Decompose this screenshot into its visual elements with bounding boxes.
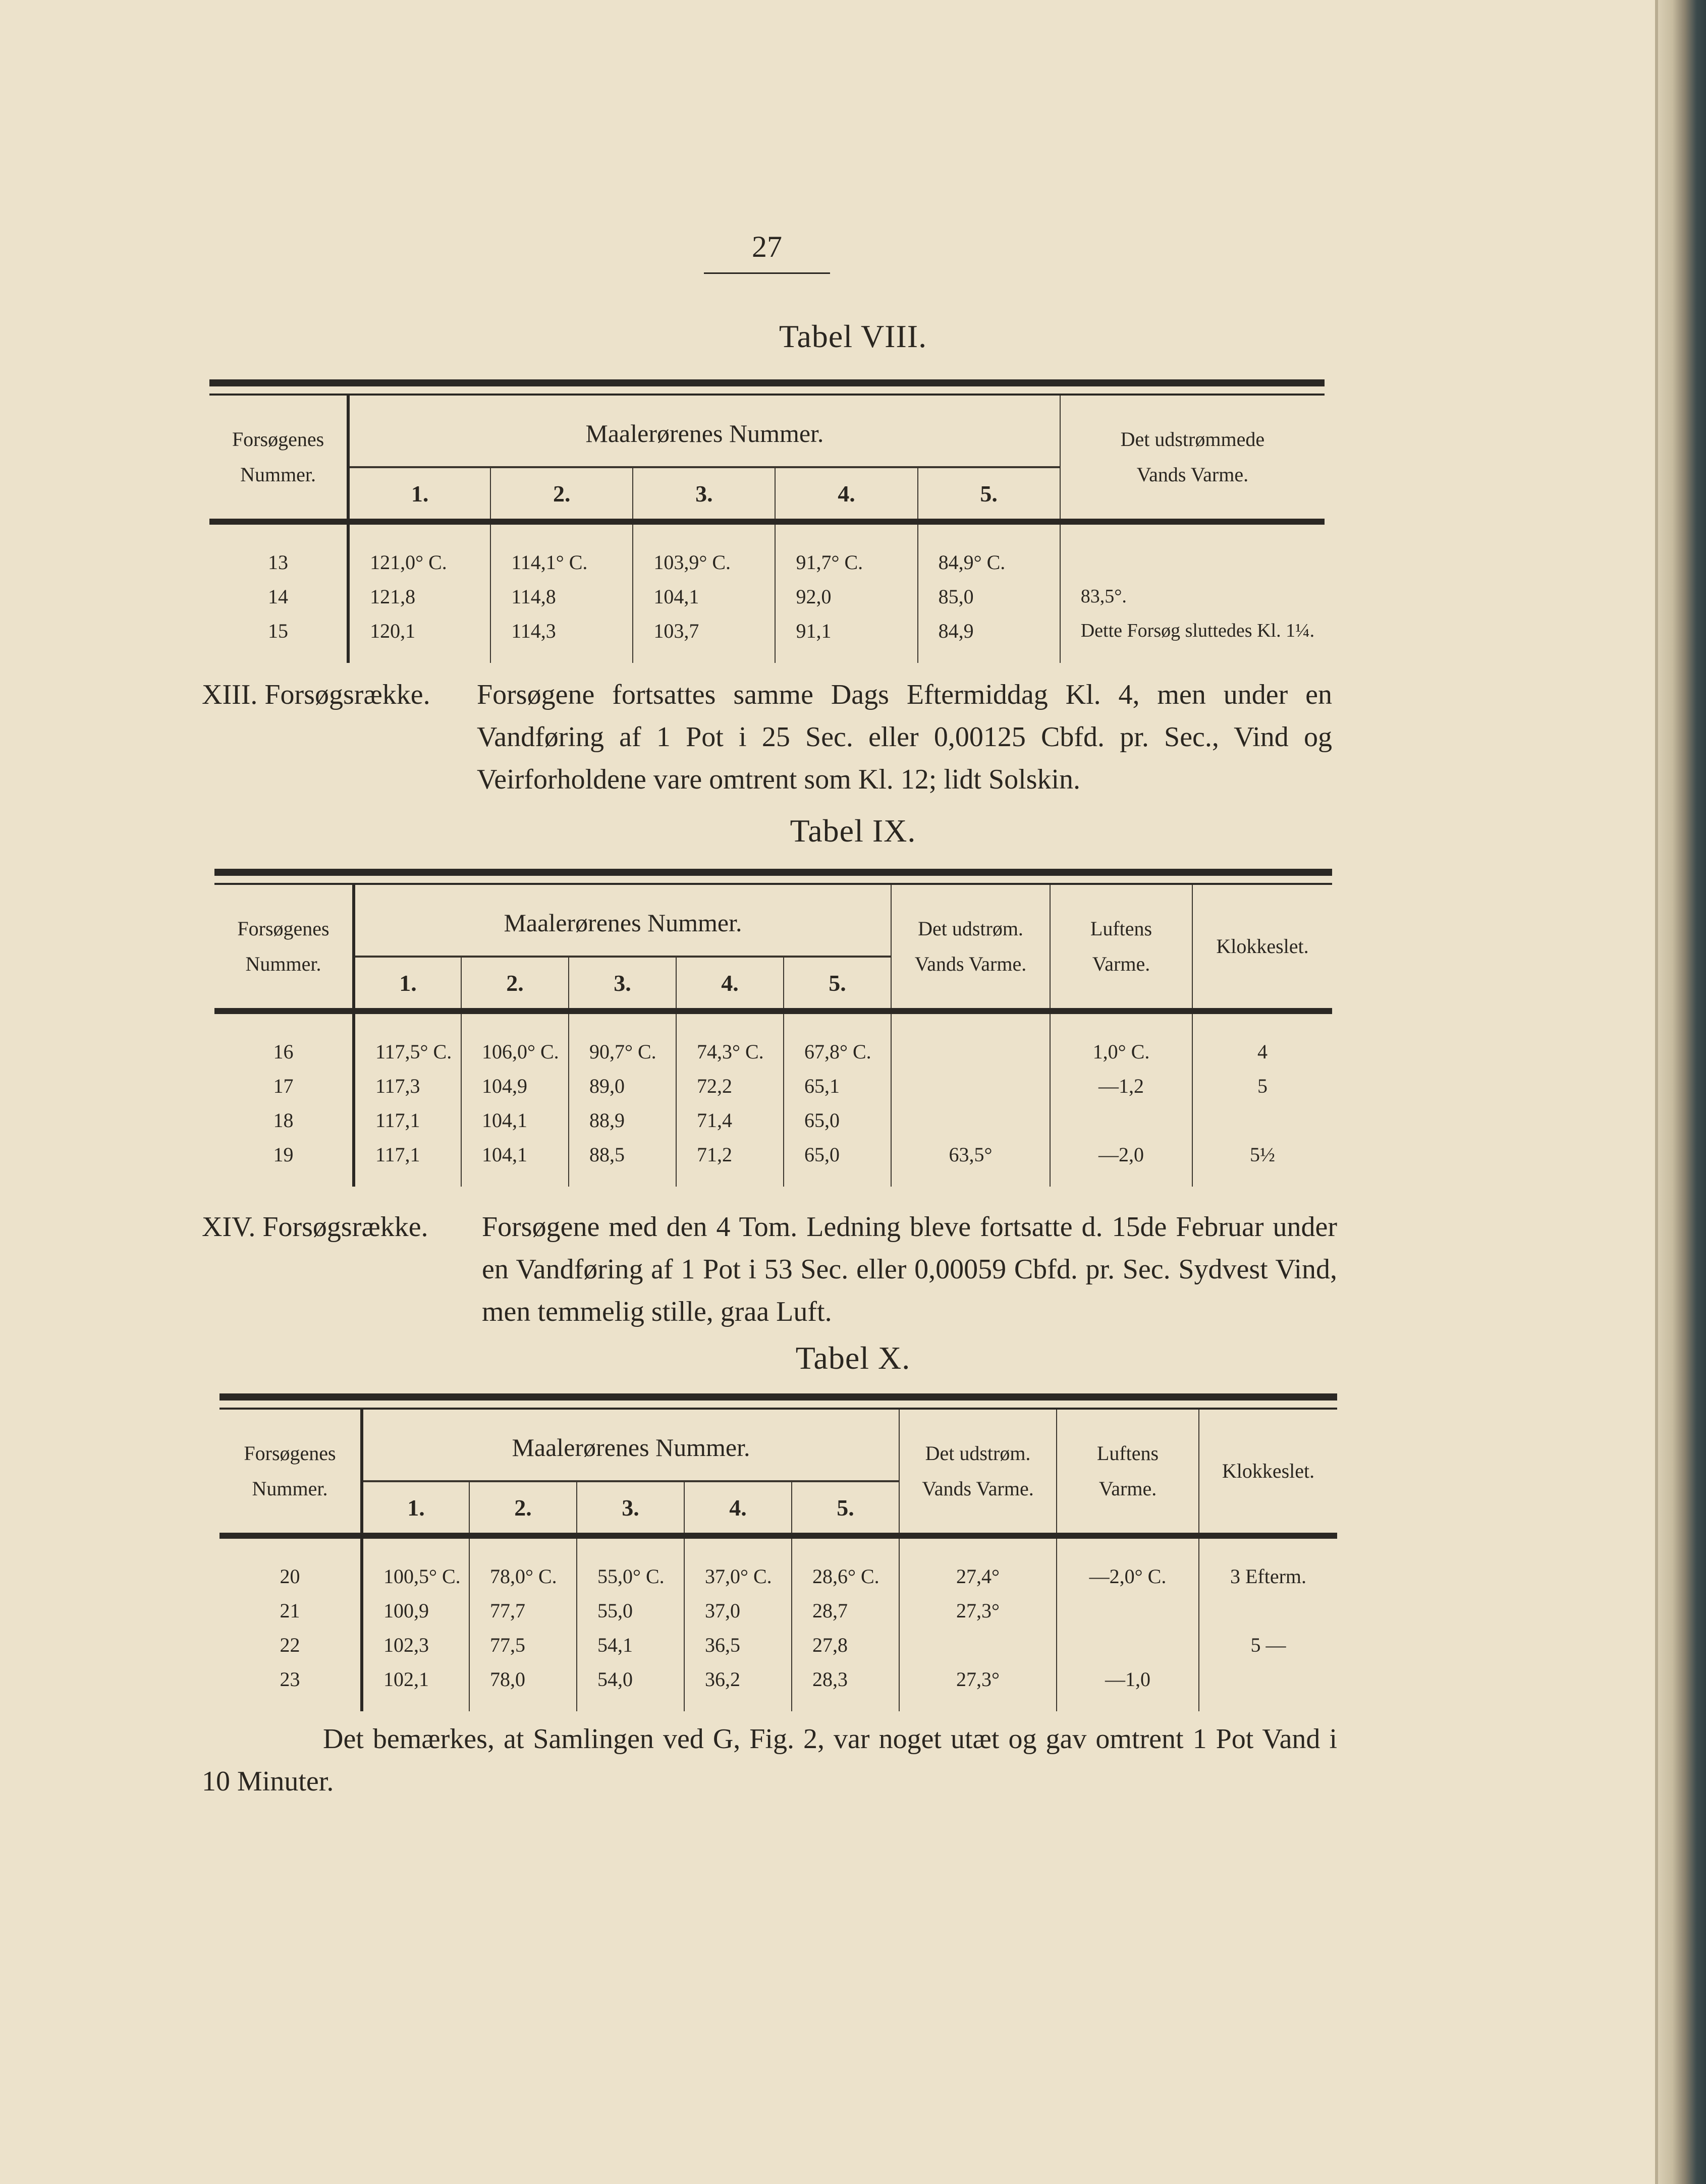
header-extra-column (899, 1409, 1057, 1536)
value-cell: 120,1 (348, 613, 490, 663)
value-cell: 27,4° (899, 1536, 1057, 1593)
header-tube-number: 5. (792, 1481, 899, 1536)
value-cell: 4 (1257, 1040, 1268, 1063)
value-cell: 71,4 (676, 1103, 784, 1137)
experiment-number-cell: 14 (209, 579, 348, 613)
value-cell (1050, 1103, 1192, 1137)
value-cell (891, 1103, 1050, 1137)
value-cell (1199, 1593, 1337, 1628)
value-cell: 114,1° C. (490, 522, 633, 579)
value-cell: 74,3° C. (676, 1011, 784, 1069)
value-cell: 65,1 (784, 1069, 891, 1103)
value-cell: 27,8 (792, 1628, 899, 1662)
value-cell (1199, 1662, 1337, 1711)
value-cell: 104,1 (461, 1137, 569, 1187)
header-group-tube-numbers: Maalerørenes Nummer. (362, 1409, 899, 1481)
section-label: XIV. Forsøgsrække. (202, 1211, 428, 1243)
value-cell: 90,7° C. (569, 1011, 676, 1069)
header-extra-column (1050, 884, 1192, 1011)
table-row (214, 1137, 1332, 1187)
table-row (219, 1593, 1337, 1628)
value-cell: 71,2 (676, 1137, 784, 1187)
value-cell: 55,0° C. (577, 1536, 684, 1593)
table-viii-title: Tabel VIII. (779, 318, 927, 354)
closing-note: Det bemærkes, at Samlingen ved G, Fig. 2, var noget utæt og gav omtrent 1 Pot Vand i 10 Minuter. (202, 1723, 1337, 1797)
header-tube-number: 3. (569, 957, 676, 1011)
table-ix (214, 869, 1332, 1187)
experiment-number-cell: 15 (209, 613, 348, 663)
header-tube-number: 1. (354, 957, 461, 1011)
value-cell: 117,1 (354, 1103, 461, 1137)
experiment-number-cell: 21 (219, 1593, 362, 1628)
table-ix-title: Tabel IX. (790, 813, 916, 849)
header-tube-number: 3. (633, 467, 775, 522)
experiment-number-cell: 17 (214, 1069, 354, 1103)
value-cell: 84,9° C. (918, 522, 1060, 579)
header-line: Varme. (1098, 1477, 1157, 1500)
header-line: Vands Varme. (1136, 463, 1249, 486)
table-x-title: Tabel X. (795, 1340, 911, 1376)
header-tube-number: 4. (684, 1481, 792, 1536)
value-cell (1060, 522, 1325, 579)
value-cell: 72,2 (676, 1069, 784, 1103)
header-tube-number: 5. (784, 957, 891, 1011)
value-cell: 103,7 (633, 613, 775, 663)
value-cell (899, 1628, 1057, 1662)
value-cell: 104,1 (461, 1103, 569, 1137)
value-cell: 85,0 (918, 579, 1060, 613)
table-row (219, 1536, 1337, 1593)
value-cell: 121,8 (348, 579, 490, 613)
value-cell: 63,5° (891, 1137, 1050, 1187)
header-line: Luftens (1096, 1442, 1159, 1465)
table-row (214, 1103, 1332, 1137)
value-cell: 54,1 (577, 1628, 684, 1662)
top-rule (209, 383, 1325, 395)
value-cell (1057, 1593, 1199, 1628)
value-cell: Dette Forsøg sluttedes Kl. 1¼. (1080, 620, 1315, 641)
section-label: XIII. Forsøgsrække. (202, 679, 430, 710)
value-cell: 106,0° C. (461, 1011, 569, 1069)
experiment-number-cell: 23 (219, 1662, 362, 1711)
value-cell: 78,0 (469, 1662, 577, 1711)
value-cell: 55,0 (577, 1593, 684, 1628)
value-cell (1057, 1628, 1199, 1662)
top-rule (219, 1397, 1337, 1409)
header-tube-number: 5. (918, 467, 1060, 522)
header-line: Nummer. (245, 953, 321, 975)
section-xiv (202, 1206, 1337, 1337)
top-rule (214, 872, 1332, 884)
value-cell: 88,5 (569, 1137, 676, 1187)
value-cell: —1,0 (1057, 1662, 1199, 1711)
header-extra-column (1199, 1409, 1337, 1536)
value-cell: 114,3 (490, 613, 633, 663)
header-line: Luftens (1090, 917, 1152, 940)
experiment-number-cell: 16 (214, 1011, 354, 1069)
value-cell: —2,0 (1050, 1137, 1192, 1187)
value-cell: 28,6° C. (792, 1536, 899, 1593)
value-cell: 117,5° C. (354, 1011, 461, 1069)
header-extra-column (1057, 1409, 1199, 1536)
header-experiment-number (209, 395, 348, 522)
header-line: Nummer. (252, 1477, 328, 1500)
header-line: Vands Varme. (922, 1477, 1034, 1500)
header-line: Forsøgenes (237, 917, 329, 940)
table-row (219, 1628, 1337, 1662)
table-row (214, 1069, 1332, 1103)
value-cell: 37,0 (684, 1593, 792, 1628)
value-cell: 104,9 (461, 1069, 569, 1103)
value-cell: 27,3° (899, 1662, 1057, 1711)
table-row (209, 613, 1325, 663)
value-cell: 3 Efterm. (1230, 1564, 1307, 1588)
value-cell: 121,0° C. (348, 522, 490, 579)
header-line: Varme. (1092, 953, 1150, 975)
table-row (209, 579, 1325, 613)
value-cell: 77,5 (469, 1628, 577, 1662)
value-cell: 54,0 (577, 1662, 684, 1711)
value-cell: 28,3 (792, 1662, 899, 1711)
experiment-number-cell: 18 (214, 1103, 354, 1137)
value-cell: 5 (1257, 1074, 1268, 1097)
value-cell: 83,5°. (1080, 586, 1127, 607)
value-cell: 36,2 (684, 1662, 792, 1711)
header-experiment-number (219, 1409, 362, 1536)
value-cell: 102,3 (362, 1628, 469, 1662)
value-cell: 1,0° C. (1050, 1011, 1192, 1069)
section-text: Forsøgene med den 4 Tom. Ledning bleve fortsatte d. 15de Februar under en Vandføring af 1 Pot i 53 Sec. eller 0,00059 Cbfd. pr. Sec. Sydvest Vind, men temmelig stille, graa Luft. (482, 1211, 1337, 1327)
header-tube-number: 1. (362, 1481, 469, 1536)
header-line: Klokkeslet. (1216, 935, 1309, 958)
header-line: Det udstrøm. (925, 1442, 1031, 1465)
value-cell: 91,1 (775, 613, 917, 663)
value-cell: 102,1 (362, 1662, 469, 1711)
value-cell: —1,2 (1050, 1069, 1192, 1103)
section-text: Forsøgene fortsattes samme Dags Eftermiddag Kl. 4, men under en Vandføring af 1 Pot i 25 Sec. eller 0,00125 Cbfd. pr. Sec., Vind og Veirforholdene vare omtrent som Kl. 12; lidt Solskin. (477, 679, 1332, 795)
value-cell: 89,0 (569, 1069, 676, 1103)
header-tube-number: 3. (577, 1481, 684, 1536)
table-row (219, 1662, 1337, 1711)
header-extra-column (1192, 884, 1332, 1011)
value-cell: 37,0° C. (684, 1536, 792, 1593)
value-cell: 77,7 (469, 1593, 577, 1628)
header-tube-number: 2. (490, 467, 633, 522)
header-line: Forsøgenes (244, 1442, 336, 1465)
header-extra-column (891, 884, 1050, 1011)
value-cell: 117,3 (354, 1069, 461, 1103)
experiment-number-cell: 22 (219, 1628, 362, 1662)
experiment-number-cell: 19 (214, 1137, 354, 1187)
value-cell: 5½ (1250, 1143, 1275, 1166)
header-line: Vands Varme. (914, 953, 1027, 975)
header-experiment-number (214, 884, 354, 1011)
value-cell (891, 1011, 1050, 1069)
value-cell: —2,0° C. (1057, 1536, 1199, 1593)
header-line: Klokkeslet. (1222, 1460, 1315, 1482)
page-number: 27 (752, 230, 782, 263)
value-cell: 91,7° C. (775, 522, 917, 579)
value-cell: 100,9 (362, 1593, 469, 1628)
value-cell: 114,8 (490, 579, 633, 613)
value-cell: 27,3° (899, 1593, 1057, 1628)
table-row (214, 1011, 1332, 1069)
value-cell (891, 1069, 1050, 1103)
value-cell: 5 — (1250, 1633, 1286, 1656)
header-tube-number: 1. (348, 467, 490, 522)
value-cell: 65,0 (784, 1103, 891, 1137)
header-tube-number: 2. (461, 957, 569, 1011)
page-number-rule (704, 272, 830, 274)
header-line: Forsøgenes (232, 428, 324, 451)
value-cell: 28,7 (792, 1593, 899, 1628)
table-row (209, 522, 1325, 579)
value-cell (1192, 1103, 1332, 1137)
section-xiii (202, 674, 1332, 805)
header-group-tube-numbers: Maalerørenes Nummer. (354, 884, 891, 957)
value-cell: 117,1 (354, 1137, 461, 1187)
experiment-number-cell: 13 (209, 522, 348, 579)
header-tube-number: 4. (775, 467, 917, 522)
header-tube-number: 2. (469, 1481, 577, 1536)
header-extra-column (1060, 395, 1325, 522)
header-line: Det udstrøm. (918, 917, 1023, 940)
value-cell: 92,0 (775, 579, 917, 613)
value-cell: 104,1 (633, 579, 775, 613)
table-viii (209, 379, 1325, 663)
value-cell: 103,9° C. (633, 522, 775, 579)
value-cell: 88,9 (569, 1103, 676, 1137)
table-x (219, 1393, 1337, 1711)
header-group-tube-numbers: Maalerørenes Nummer. (348, 395, 1060, 467)
value-cell: 100,5° C. (362, 1536, 469, 1593)
value-cell: 67,8° C. (784, 1011, 891, 1069)
header-tube-number: 4. (676, 957, 784, 1011)
header-line: Det udstrømmede (1120, 428, 1265, 451)
header-line: Nummer. (240, 463, 316, 486)
value-cell: 36,5 (684, 1628, 792, 1662)
experiment-number-cell: 20 (219, 1536, 362, 1593)
value-cell: 84,9 (918, 613, 1060, 663)
value-cell: 78,0° C. (469, 1536, 577, 1593)
value-cell: 65,0 (784, 1137, 891, 1187)
